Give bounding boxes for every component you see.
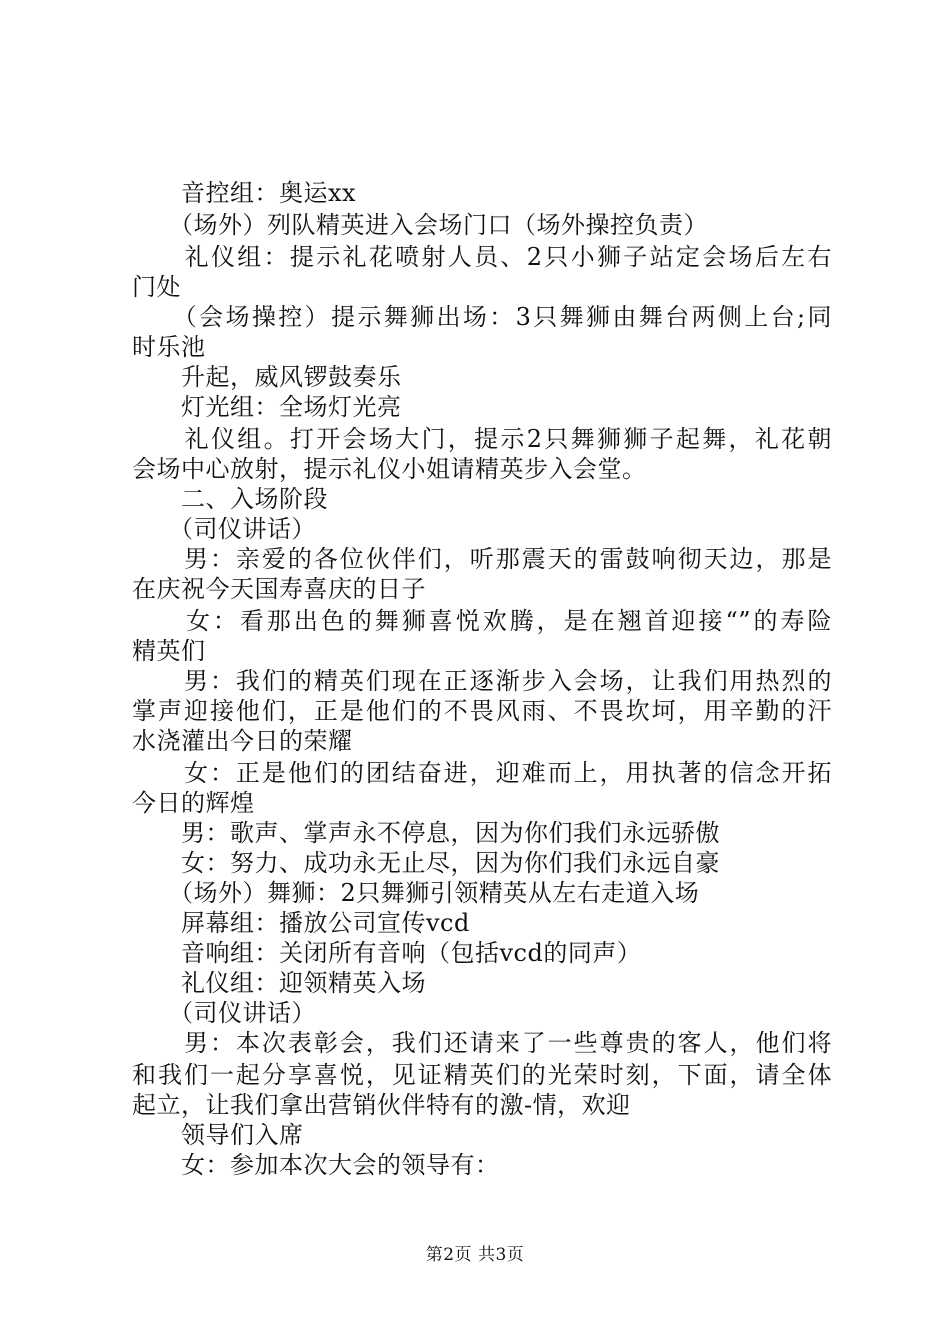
text-line: 起立，让我们拿出营销伙伴特有的激-情，欢迎 — [132, 1091, 631, 1119]
text-line: （场外）舞狮：2只舞狮引领精英从左右走道入场 — [132, 879, 700, 907]
text-line: 在庆祝今天国寿喜庆的日子 — [132, 575, 426, 603]
text-line: 领导们入席 — [132, 1121, 304, 1149]
text-line: 女：参加本次大会的领导有： — [132, 1151, 500, 1179]
text-line: 音控组：奥运xx — [132, 179, 357, 207]
text-line: 音响组：关闭所有音响（包括vcd的同声） — [132, 939, 642, 967]
text-line: 男：本次表彰会，我们还请来了一些尊贵的客人，他们将 — [132, 1029, 832, 1057]
text-line: 礼仪组。打开会场大门，提示2只舞狮狮子起舞，礼花朝 — [132, 425, 832, 453]
text-line: 精英们 — [132, 637, 206, 665]
text-line: 女：正是他们的团结奋进，迎难而上，用执著的信念开拓 — [132, 759, 832, 787]
text-line: 礼仪组：迎领精英入场 — [132, 969, 426, 997]
text-line: 升起，威风锣鼓奏乐 — [132, 363, 402, 391]
text-line: 和我们一起分享喜悦，见证精英们的光荣时刻，下面，请全体 — [132, 1061, 832, 1089]
text-line: 水浇灌出今日的荣耀 — [132, 727, 353, 755]
text-line: 会场中心放射，提示礼仪小姐请精英步入会堂。 — [132, 455, 647, 483]
text-line: （司仪讲话） — [132, 515, 316, 543]
text-line: 女：看那出色的舞狮喜悦欢腾，是在翘首迎接“”的寿险 — [132, 607, 832, 635]
text-line: 女：努力、成功永无止尽，因为你们我们永远自豪 — [132, 849, 720, 877]
text-line: 屏幕组：播放公司宣传vcd — [132, 909, 470, 937]
text-line: 男：歌声、掌声永不停息，因为你们我们永远骄傲 — [132, 819, 720, 847]
text-line: 男：我们的精英们现在正逐渐步入会场，让我们用热烈的 — [132, 667, 832, 695]
page-footer: 第2页 共3页 — [425, 1245, 525, 1265]
text-line: 男：亲爱的各位伙伴们，听那震天的雷鼓响彻天边，那是 — [132, 545, 832, 573]
section-heading: 二、入场阶段 — [132, 485, 328, 513]
text-line: 灯光组：全场灯光亮 — [132, 393, 402, 421]
text-line: 时乐池 — [132, 333, 206, 361]
text-line: 掌声迎接他们，正是他们的不畏风雨、不畏坎坷，用辛勤的汗 — [132, 697, 832, 725]
text-line: 门处 — [132, 273, 181, 301]
text-line: （司仪讲话） — [132, 999, 316, 1027]
text-line: 今日的辉煌 — [132, 789, 255, 817]
text-line: 礼仪组：提示礼花喷射人员、2只小狮子站定会场后左右 — [132, 243, 832, 271]
text-line: （会场操控）提示舞狮出场：3只舞狮由舞台两侧上台;同 — [132, 303, 832, 331]
text-line: （场外）列队精英进入会场门口（场外操控负责） — [132, 211, 708, 239]
